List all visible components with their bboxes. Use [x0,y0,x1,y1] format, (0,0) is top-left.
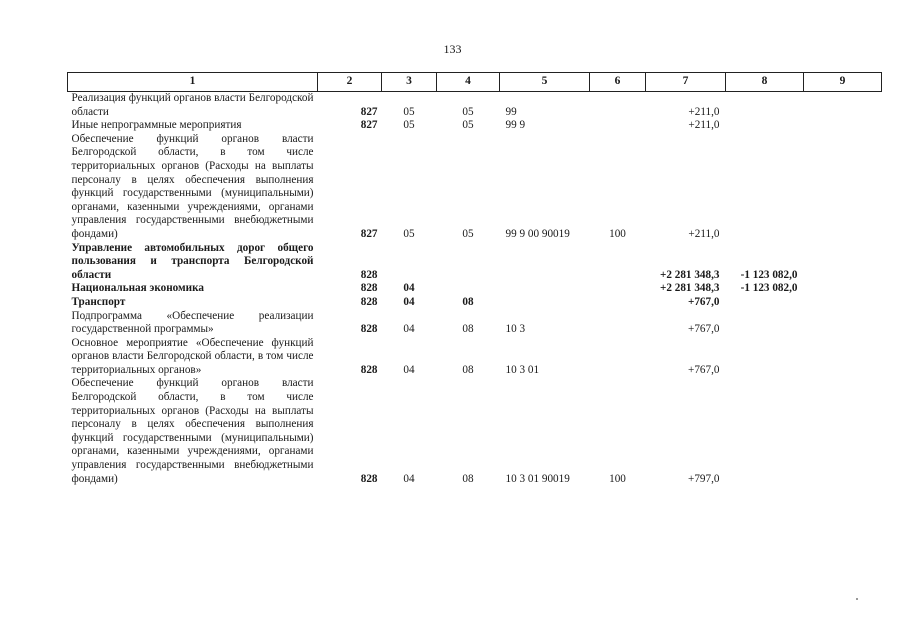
row-target-code [500,296,590,310]
row-expense-type [590,296,646,310]
row-section-code: 04 [403,363,415,376]
row-section-code: 04 [403,472,415,485]
row-amount-col8 [726,119,804,133]
row-target-code: 10 3 [505,323,526,336]
row-subsection-code: 05 [462,119,474,132]
row-ministry-code: 828 [360,363,378,376]
row-amount-col9 [804,310,882,337]
row-subsection-code: 05 [462,105,474,118]
row-amount-col8: -1 123 082,0 [740,268,798,281]
header-col-3: 3 [382,73,437,92]
row-ministry-code: 828 [360,472,378,485]
row-amount-col8 [726,310,804,337]
row-name: Подпрограмма «Обеспечение реализации государственной программы» [71,309,314,336]
row-target-code: 10 3 01 [505,363,540,376]
row-name: Управление автомобильных дорог общего пользования и транспорта Белгородской области [71,241,314,281]
row-expense-type [590,282,646,296]
row-amount-col7: +211,0 [688,119,720,132]
row-name: Реализация функций органов власти Белгородской области [71,92,314,118]
row-amount-col7: +2 281 348,3 [659,282,720,295]
header-col-1: 1 [68,73,318,92]
row-target-code: 10 3 01 90019 [505,472,570,485]
row-amount-col8: -1 123 082,0 [740,282,798,295]
header-col-8: 8 [726,73,804,92]
row-subsection-code [437,282,500,296]
row-ministry-code: 827 [360,105,378,118]
header-row [68,73,882,92]
row-amount-col7: +2 281 348,3 [659,268,720,281]
row-section-code [382,242,437,283]
row-name: Национальная экономика [71,282,204,295]
row-amount-col7: +797,0 [688,472,720,485]
row-ministry-code: 828 [360,295,378,308]
header-col-4: 4 [437,73,500,92]
row-subsection-code: 08 [462,295,474,308]
row-amount-col7: +767,0 [688,323,720,336]
row-amount-col9 [804,119,882,133]
row-ministry-code: 828 [360,323,378,336]
table-body [68,92,882,487]
row-amount-col9 [804,296,882,310]
row-expense-type [590,337,646,378]
row-ministry-code: 828 [360,282,378,295]
row-amount-col8 [726,296,804,310]
row-amount-col9 [804,92,882,120]
row-amount-col9 [804,337,882,378]
row-amount-col8 [726,377,804,486]
row-section-code: 04 [403,295,415,308]
table-row [68,282,882,296]
row-amount-col7: +767,0 [687,295,720,308]
row-amount-col9 [804,242,882,283]
row-section-code: 04 [403,323,415,336]
table-row [68,310,882,337]
row-expense-type [590,92,646,120]
row-subsection-code: 08 [462,363,474,376]
table-row [68,337,882,378]
row-amount-col9 [804,377,882,486]
row-target-code [500,282,590,296]
row-target-code [500,242,590,283]
header-col-6: 6 [590,73,646,92]
row-expense-type [590,242,646,283]
row-name: Иные непрограммные мероприятия [71,119,242,132]
row-amount-col7: +211,0 [688,105,720,118]
row-expense-type [590,310,646,337]
row-expense-type: 100 [609,227,626,240]
header-col-5: 5 [500,73,590,92]
table-header [68,73,882,92]
row-ministry-code: 827 [360,227,378,240]
row-expense-type: 100 [609,472,626,485]
row-target-code: 99 9 00 90019 [505,227,570,240]
row-amount-col7: +767,0 [688,363,720,376]
header-col-9: 9 [804,73,882,92]
row-amount-col9 [804,133,882,242]
budget-table [67,72,882,486]
row-target-code: 99 [505,105,517,118]
row-ministry-code: 828 [360,268,378,281]
row-amount-col8 [726,337,804,378]
row-expense-type [590,119,646,133]
row-subsection-code [437,242,500,283]
row-target-code: 99 9 [505,119,526,132]
row-amount-col9 [804,282,882,296]
row-ministry-code: 827 [360,119,378,132]
row-section-code: 05 [403,227,415,240]
table-row [68,92,882,120]
row-name: Обеспечение функций органов власти Белгородской области, в том числе территориальных органов (Расходы на выплаты персоналу в целях обеспечения выполнения функций государственными (муниципальными) органами, казенными учреждениями, органами управления государственными внебюджетными фондами) [71,377,314,485]
row-subsection-code: 08 [462,323,474,336]
row-subsection-code: 05 [462,227,474,240]
scan-speck [856,598,858,600]
header-col-2: 2 [318,73,382,92]
row-subsection-code: 08 [462,472,474,485]
row-amount-col8 [726,92,804,120]
row-section-code: 05 [403,119,415,132]
table-row [68,296,882,310]
row-amount-col7: +211,0 [688,227,720,240]
table-row [68,377,882,486]
row-name: Основное мероприятие «Обеспечение функций органов власти Белгородской области, в том числе территориальных органов» [71,336,314,376]
table-row [68,133,882,242]
page-number: 133 [443,42,462,56]
table-row [68,242,882,283]
row-amount-col8 [726,133,804,242]
row-section-code: 04 [403,282,415,295]
header-col-7: 7 [646,73,726,92]
row-name: Обеспечение функций органов власти Белгородской области, в том числе территориальных органов (Расходы на выплаты персоналу в целях обеспечения выполнения функций государственными (муниципальными) органами, казенными учреждениями, органами управления государственными внебюджетными фондами) [71,132,314,240]
row-section-code: 05 [403,105,415,118]
table-row [68,119,882,133]
row-name: Транспорт [71,295,126,308]
